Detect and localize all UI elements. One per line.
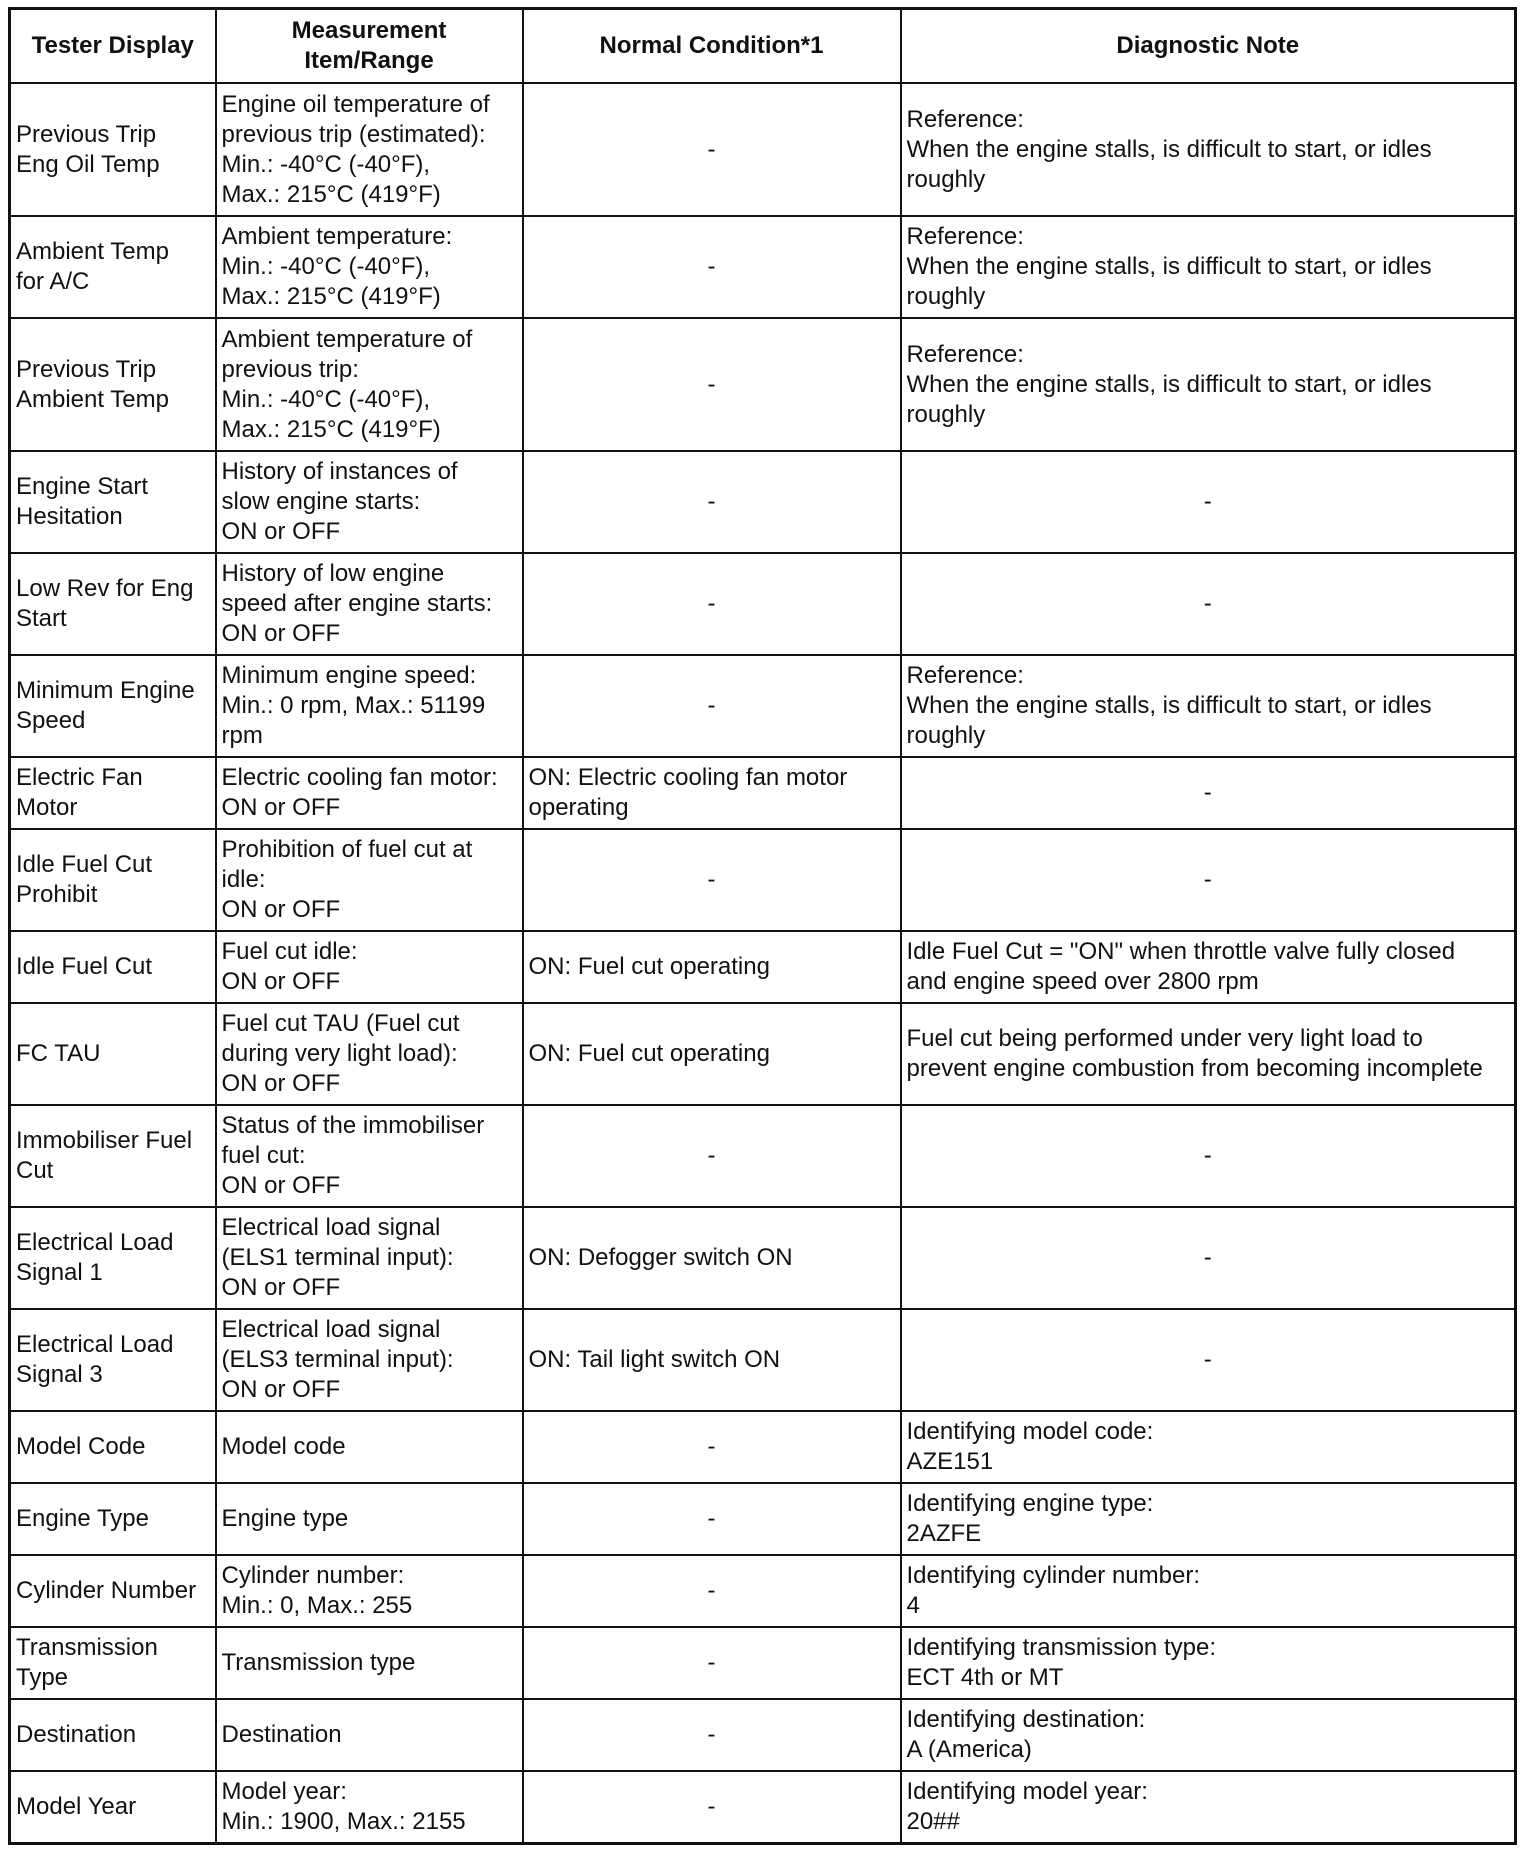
diagnostic-note-cell: Identifying engine type: 2AZFE (901, 1483, 1516, 1555)
normal-condition-cell: - (523, 1105, 901, 1207)
diagnostic-note-cell: Reference: When the engine stalls, is difficult to start, or idles roughly (901, 655, 1516, 757)
table-row (10, 1555, 1516, 1627)
table-row (10, 1411, 1516, 1483)
tester-display-cell: FC TAU (10, 1003, 216, 1105)
normal-condition-cell: ON: Tail light switch ON (523, 1309, 901, 1411)
measurement-range-cell: Electrical load signal (ELS1 terminal input): ON or OFF (216, 1207, 523, 1309)
table-row (10, 1699, 1516, 1771)
diagnostic-note-cell: Identifying model year: 20## (901, 1771, 1516, 1843)
table-row (10, 216, 1516, 318)
tester-display-cell: Minimum Engine Speed (10, 655, 216, 757)
header-measurement-item-range: Measurement Item/Range (216, 9, 523, 84)
tester-display-cell: Previous Trip Ambient Temp (10, 318, 216, 451)
header-tester-display: Tester Display (10, 9, 216, 84)
table-row (10, 829, 1516, 931)
normal-condition-cell: - (523, 318, 901, 451)
tester-display-cell: Cylinder Number (10, 1555, 216, 1627)
measurement-range-cell: Model code (216, 1411, 523, 1483)
table-row (10, 655, 1516, 757)
measurement-range-cell: Electrical load signal (ELS3 terminal input): ON or OFF (216, 1309, 523, 1411)
normal-condition-cell: - (523, 829, 901, 931)
normal-condition-cell: - (523, 553, 901, 655)
table-row (10, 318, 1516, 451)
measurement-range-cell: Engine type (216, 1483, 523, 1555)
diagnostic-note-cell: Reference: When the engine stalls, is difficult to start, or idles roughly (901, 318, 1516, 451)
measurement-range-cell: Ambient temperature: Min.: -40°C (-40°F), Max.: 215°C (419°F) (216, 216, 523, 318)
diagnostic-note-cell: - (901, 553, 1516, 655)
measurement-range-cell: Fuel cut TAU (Fuel cut during very light load): ON or OFF (216, 1003, 523, 1105)
normal-condition-cell: - (523, 216, 901, 318)
diagnostic-note-cell: Idle Fuel Cut = "ON" when throttle valve fully closed and engine speed over 2800 rpm (901, 931, 1516, 1003)
tester-display-cell: Engine Type (10, 1483, 216, 1555)
normal-condition-cell: - (523, 1627, 901, 1699)
tester-display-cell: Engine Start Hesitation (10, 451, 216, 553)
measurement-range-cell: History of low engine speed after engine starts: ON or OFF (216, 553, 523, 655)
measurement-range-cell: Status of the immobiliser fuel cut: ON or OFF (216, 1105, 523, 1207)
table-header-row (10, 9, 1516, 84)
table-row (10, 1309, 1516, 1411)
table-body (10, 83, 1516, 1843)
normal-condition-cell: - (523, 451, 901, 553)
diagnostic-note-cell: - (901, 757, 1516, 829)
diagnostic-note-cell: - (901, 451, 1516, 553)
normal-condition-cell: - (523, 83, 901, 216)
table-row (10, 1105, 1516, 1207)
tester-display-cell: Electrical Load Signal 3 (10, 1309, 216, 1411)
measurement-range-cell: Cylinder number: Min.: 0, Max.: 255 (216, 1555, 523, 1627)
tester-display-cell: Electrical Load Signal 1 (10, 1207, 216, 1309)
normal-condition-cell: - (523, 1771, 901, 1843)
table-row (10, 1483, 1516, 1555)
diagnostic-note-cell: - (901, 1309, 1516, 1411)
table-row (10, 931, 1516, 1003)
tester-display-cell: Destination (10, 1699, 216, 1771)
header-normal-condition: Normal Condition*1 (523, 9, 901, 84)
measurement-range-cell: Destination (216, 1699, 523, 1771)
tester-display-cell: Previous Trip Eng Oil Temp (10, 83, 216, 216)
diagnostic-note-cell: Identifying transmission type: ECT 4th or MT (901, 1627, 1516, 1699)
tester-display-cell: Transmission Type (10, 1627, 216, 1699)
diagnostic-note-cell: Identifying cylinder number: 4 (901, 1555, 1516, 1627)
diagnostic-note-cell: - (901, 829, 1516, 931)
diagnostic-data-table (8, 7, 1517, 1845)
diagnostic-note-cell: Identifying model code: AZE151 (901, 1411, 1516, 1483)
diagnostic-note-cell: Fuel cut being performed under very light load to prevent engine combustion from becoming incomplete (901, 1003, 1516, 1105)
table-row (10, 757, 1516, 829)
tester-display-cell: Ambient Temp for A/C (10, 216, 216, 318)
normal-condition-cell: ON: Electric cooling fan motor operating (523, 757, 901, 829)
tester-display-cell: Model Code (10, 1411, 216, 1483)
measurement-range-cell: Ambient temperature of previous trip: Min.: -40°C (-40°F), Max.: 215°C (419°F) (216, 318, 523, 451)
tester-display-cell: Immobiliser Fuel Cut (10, 1105, 216, 1207)
table-row (10, 1207, 1516, 1309)
table-row (10, 451, 1516, 553)
measurement-range-cell: History of instances of slow engine starts: ON or OFF (216, 451, 523, 553)
tester-display-cell: Idle Fuel Cut (10, 931, 216, 1003)
normal-condition-cell: ON: Fuel cut operating (523, 931, 901, 1003)
diagnostic-note-cell: Identifying destination: A (America) (901, 1699, 1516, 1771)
diagnostic-note-cell: Reference: When the engine stalls, is difficult to start, or idles roughly (901, 216, 1516, 318)
measurement-range-cell: Transmission type (216, 1627, 523, 1699)
normal-condition-cell: - (523, 1483, 901, 1555)
measurement-range-cell: Fuel cut idle: ON or OFF (216, 931, 523, 1003)
measurement-range-cell: Prohibition of fuel cut at idle: ON or OFF (216, 829, 523, 931)
table-row (10, 1003, 1516, 1105)
normal-condition-cell: - (523, 1411, 901, 1483)
diagnostic-note-cell: - (901, 1105, 1516, 1207)
normal-condition-cell: ON: Defogger switch ON (523, 1207, 901, 1309)
table-row (10, 553, 1516, 655)
table-row (10, 83, 1516, 216)
diagnostic-note-cell: Reference: When the engine stalls, is difficult to start, or idles roughly (901, 83, 1516, 216)
measurement-range-cell: Engine oil temperature of previous trip (estimated): Min.: -40°C (-40°F), Max.: 215°C (419°F) (216, 83, 523, 216)
normal-condition-cell: - (523, 1555, 901, 1627)
normal-condition-cell: - (523, 655, 901, 757)
measurement-range-cell: Minimum engine speed: Min.: 0 rpm, Max.: 51199 rpm (216, 655, 523, 757)
table-row (10, 1771, 1516, 1843)
tester-display-cell: Idle Fuel Cut Prohibit (10, 829, 216, 931)
normal-condition-cell: - (523, 1699, 901, 1771)
diagnostic-note-cell: - (901, 1207, 1516, 1309)
normal-condition-cell: ON: Fuel cut operating (523, 1003, 901, 1105)
measurement-range-cell: Electric cooling fan motor: ON or OFF (216, 757, 523, 829)
tester-display-cell: Low Rev for Eng Start (10, 553, 216, 655)
tester-display-cell: Model Year (10, 1771, 216, 1843)
measurement-range-cell: Model year: Min.: 1900, Max.: 2155 (216, 1771, 523, 1843)
table-row (10, 1627, 1516, 1699)
header-diagnostic-note: Diagnostic Note (901, 9, 1516, 84)
tester-display-cell: Electric Fan Motor (10, 757, 216, 829)
